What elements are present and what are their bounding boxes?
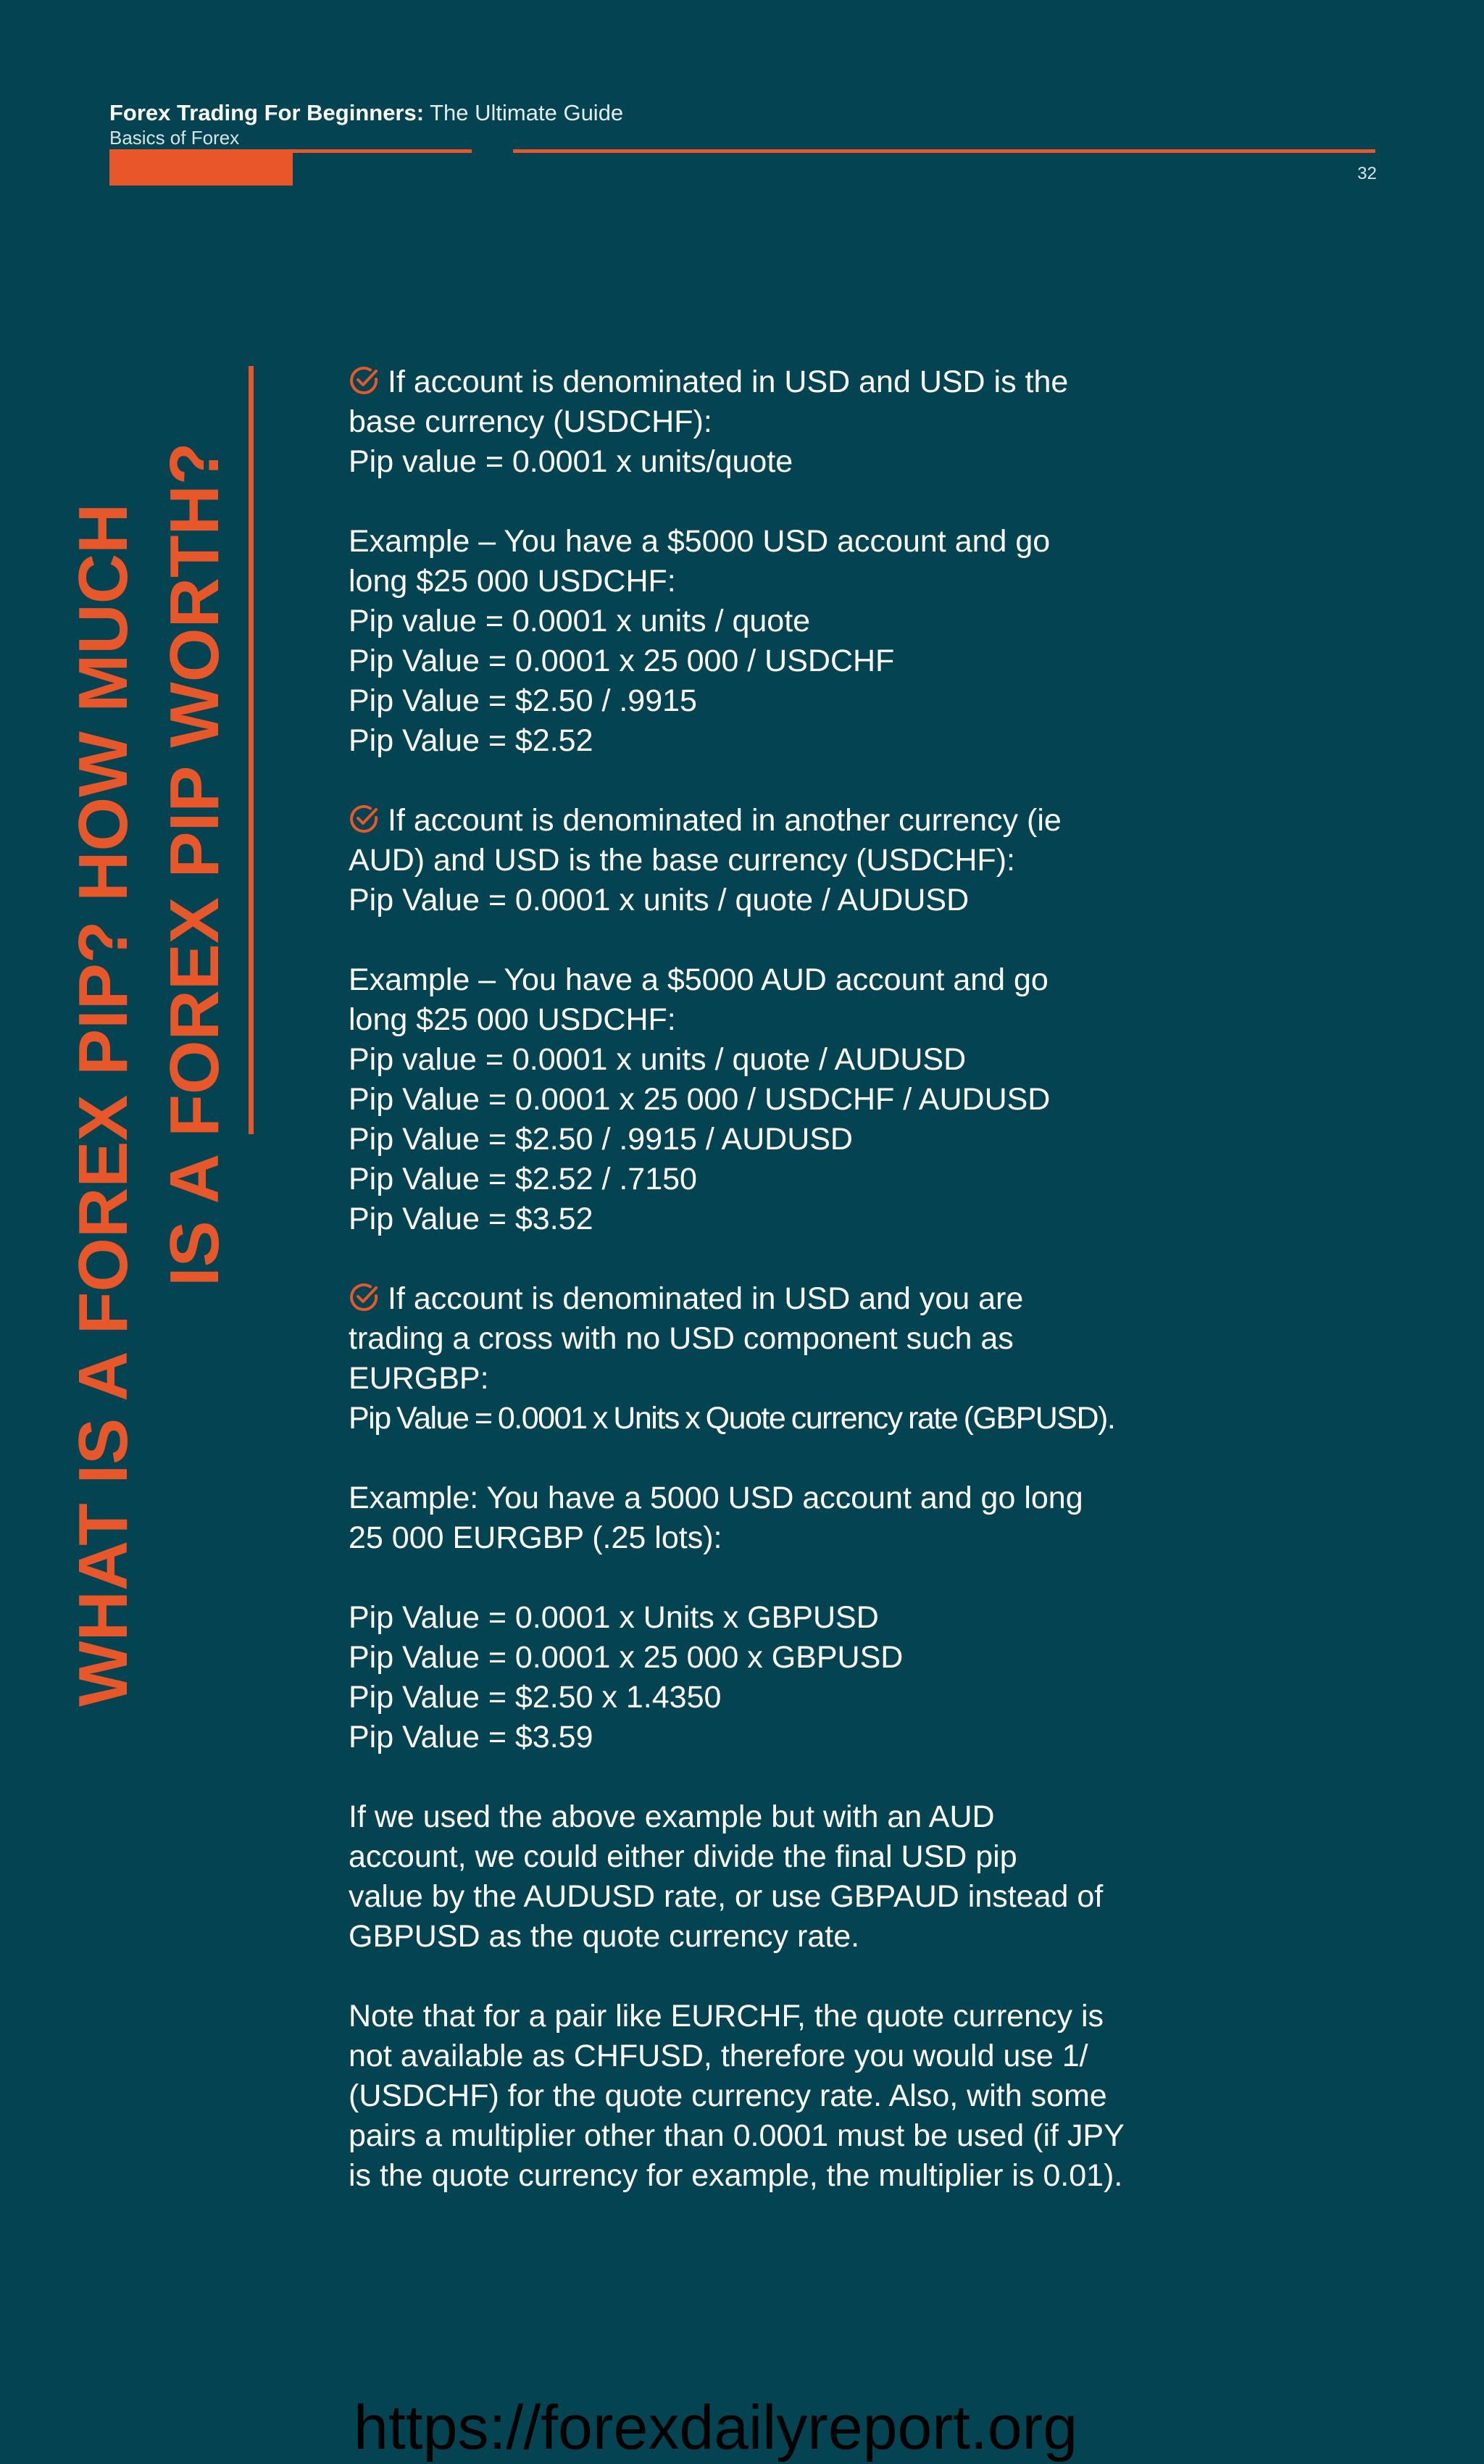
text-line: Example – You have a $5000 USD account and go: [349, 524, 1051, 559]
bullet-text: If account is denominated in USD and you are: [388, 1281, 1024, 1316]
section-name: Basics of Forex: [109, 127, 240, 149]
text-block-5: [349, 1279, 1218, 1439]
text-line: Pip Value = $2.50 / .9915: [349, 683, 697, 718]
bullet-line: [349, 801, 1218, 841]
text-block-1: [349, 362, 1218, 482]
text-line: long $25 000 USDCHF:: [349, 564, 676, 599]
text-line: Pip Value = 0.0001 x 25 000 / USDCHF / AUDUSD: [349, 1082, 1051, 1117]
text-line: AUD) and USD is the base currency (USDCHF):: [349, 843, 1015, 878]
check-circle-icon: [349, 803, 380, 835]
text-line: not available as CHFUSD, therefore you would use 1/: [349, 2039, 1088, 2073]
text-line: Example – You have a $5000 AUD account and go: [349, 962, 1049, 997]
side-title-divider: [249, 366, 254, 1134]
check-circle-icon: [349, 1281, 380, 1313]
text-line: If we used the above example but with an AUD: [349, 1799, 995, 1834]
page-number: 32: [1357, 164, 1377, 183]
bullet-line: [349, 362, 1218, 402]
text-block-7: [349, 1598, 1218, 1757]
text-block-8: [349, 1797, 1218, 1957]
text-line: Pip Value = $2.52: [349, 723, 593, 758]
text-line: Pip Value = $2.50 / .9915 / AUDUSD: [349, 1122, 853, 1157]
text-line: Note that for a pair like EURCHF, the quote currency is: [349, 1999, 1104, 2034]
text-line: long $25 000 USDCHF:: [349, 1002, 676, 1037]
text-line: Example: You have a 5000 USD account and go long: [349, 1481, 1083, 1515]
header-accent-block: [109, 152, 293, 186]
document-title-bold: Forex Trading For Beginners:: [109, 100, 425, 125]
text-line: value by the AUDUSD rate, or use GBPAUD instead of: [349, 1879, 1104, 1914]
header-rule-right: [513, 149, 1375, 153]
text-line: EURGBP:: [349, 1361, 489, 1396]
text-line: Pip Value = $2.50 x 1.4350: [349, 1680, 722, 1715]
bullet-text: If account is denominated in another currency (ie: [388, 803, 1062, 838]
text-line: Pip Value = 0.0001 x 25 000 x GBPUSD: [349, 1640, 904, 1675]
check-circle-icon: [349, 365, 380, 396]
text-line: 25 000 EURGBP (.25 lots):: [349, 1520, 722, 1555]
text-line: pairs a multiplier other than 0.0001 must be used (if JPY: [349, 2118, 1125, 2153]
text-line: Pip Value = 0.0001 x Units x GBPUSD: [349, 1600, 879, 1635]
text-line: Pip Value = 0.0001 x units / quote / AUDUSD: [349, 883, 970, 917]
text-block-4: [349, 960, 1218, 1239]
text-line: Pip Value = 0.0001 x 25 000 / USDCHF: [349, 644, 895, 678]
text-block-3: [349, 801, 1218, 920]
text-line: Pip Value = $3.52: [349, 1202, 593, 1236]
text-block-9: [349, 1997, 1218, 2196]
side-title-line-1: WHAT IS A FOREX PIP? HOW MUCH: [64, 503, 142, 1707]
side-title: [58, 380, 232, 1707]
text-line: Pip value = 0.0001 x units / quote: [349, 604, 811, 638]
side-title-line-2: IS A FOREX PIP WORTH?: [156, 442, 233, 1286]
bullet-text: If account is denominated in USD and USD is the: [388, 365, 1069, 399]
text-line: GBPUSD as the quote currency rate.: [349, 1919, 860, 1954]
text-line: Pip value = 0.0001 x units/quote: [349, 444, 793, 479]
text-block-2: [349, 522, 1218, 761]
document-title-light: The Ultimate Guide: [424, 100, 624, 125]
document-title: [109, 100, 623, 126]
text-block-6: [349, 1478, 1218, 1558]
text-line: Pip value = 0.0001 x units / quote / AUDUSD: [349, 1042, 967, 1077]
text-line: Pip Value = $3.59: [349, 1720, 593, 1755]
text-line: Pip Value = $2.52 / .7150: [349, 1162, 697, 1196]
text-line: trading a cross with no USD component such as: [349, 1321, 1014, 1356]
watermark-url: https://forexdailyreport.org: [354, 2393, 1078, 2463]
text-line: Pip Value = 0.0001 x Units x Quote currency rate (GBPUSD).: [349, 1401, 1115, 1436]
text-line: (USDCHF) for the quote currency rate. Also, with some: [349, 2078, 1107, 2113]
text-line: base currency (USDCHF):: [349, 404, 712, 439]
main-content: [349, 362, 1218, 2236]
text-line: account, we could either divide the final USD pip: [349, 1839, 1017, 1874]
bullet-line: [349, 1279, 1218, 1319]
text-line: is the quote currency for example, the multiplier is 0.01).: [349, 2158, 1123, 2193]
